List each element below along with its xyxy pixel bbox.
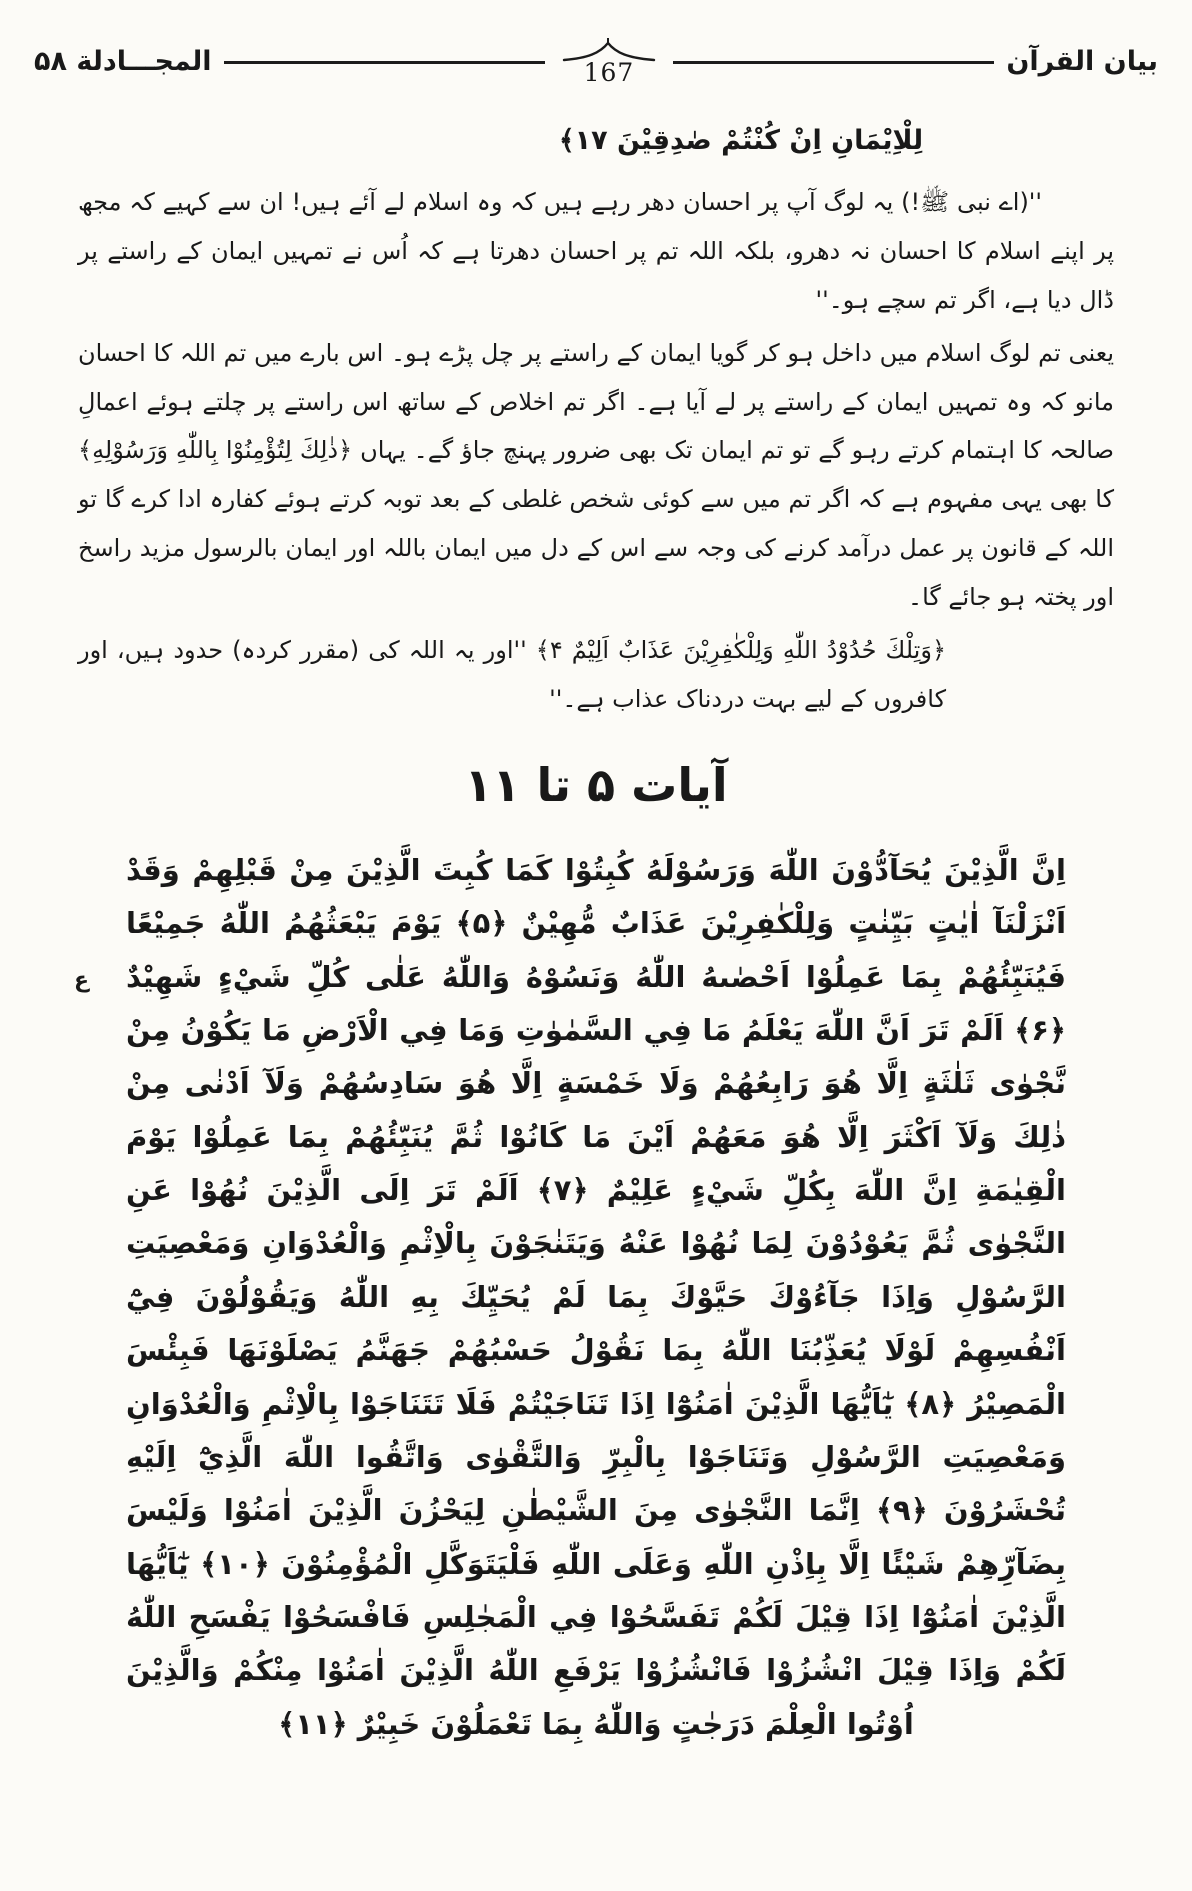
ruku-marker: ع [74,967,90,993]
header-rule-left [224,61,545,64]
page-number: 167 [583,58,635,87]
quran-passage: اِنَّ الَّذِيْنَ يُحَآدُّوْنَ اللّٰهَ وَرَسُوْلَهُ كُبِتُوْا كَمَا كُبِتَ الَّذِيْنَ مِنْ قَبْلِهِمْ وَقَدْ اَنْزَلْنَآ اٰيٰتٍ بَيِّنٰتٍ وَلِلْكٰفِرِيْنَ عَذَابٌ مُّهِيْنٌ ﴿۵﴾ يَوْمَ يَبْعَثُهُمُ اللّٰهُ جَمِيْعًا فَيُنَبِّئُهُمْ بِمَا عَمِلُوْا اَحْصٰىهُ اللّٰهُ وَنَسُوْهُ وَاللّٰهُ عَلٰى كُلِّ شَيْءٍ شَهِيْدٌ ﴿۶﴾ اَلَمْ تَرَ اَنَّ اللّٰهَ يَعْلَمُ مَا فِي السَّمٰوٰتِ وَمَا فِي الْاَرْضِ مَا يَكُوْنُ مِنْ نَّجْوٰى ثَلٰثَةٍ اِلَّا هُوَ رَابِعُهُمْ وَلَا خَمْسَةٍ اِلَّا هُوَ سَادِسُهُمْ وَلَآ اَدْنٰى مِنْ ذٰلِكَ وَلَآ اَكْثَرَ اِلَّا هُوَ مَعَهُمْ اَيْنَ مَا كَانُوْا ثُمَّ يُنَبِّئُهُمْ بِمَا عَمِلُوْا يَوْمَ الْقِيٰمَةِ اِنَّ اللّٰهَ بِكُلِّ شَيْءٍ عَلِيْمٌ ﴿۷﴾ اَلَمْ تَرَ اِلَى الَّذِيْنَ نُهُوْا عَنِ النَّجْوٰى ثُمَّ يَعُوْدُوْنَ لِمَا نُهُوْا عَنْهُ وَيَتَنٰجَوْنَ بِالْاِثْمِ وَالْعُدْوَانِ وَمَعْصِيَتِ الرَّسُوْلِ وَاِذَا جَآءُوْكَ حَيَّوْكَ بِمَا لَمْ يُحَيِّكَ بِهِ اللّٰهُ وَيَقُوْلُوْنَ فِيْٓ اَنْفُسِهِمْ لَوْلَا يُعَذِّبُنَا اللّٰهُ بِمَا نَقُوْلُ حَسْبُهُمْ جَهَنَّمُ يَصْلَوْنَهَا فَبِئْسَ الْمَصِيْرُ ﴿۸﴾ يٰٓاَيُّهَا الَّذِيْنَ اٰمَنُوْٓا اِذَا تَنَاجَيْتُمْ فَلَا تَتَنَاجَوْا بِالْاِثْمِ وَالْعُدْوَانِ وَمَعْصِيَتِ الرَّسُوْلِ وَتَنَاجَوْا بِالْبِرِّ وَالتَّقْوٰى وَاتَّقُوا اللّٰهَ الَّذِيْٓ اِلَيْهِ تُحْشَرُوْنَ ﴿۹﴾ اِنَّمَا النَّجْوٰى مِنَ الشَّيْطٰنِ لِيَحْزُنَ الَّذِيْنَ اٰمَنُوْا وَلَيْسَ بِضَآرِّهِمْ شَيْئًا اِلَّا بِاِذْنِ اللّٰهِ وَعَلَى اللّٰهِ فَلْيَتَوَكَّلِ الْمُؤْمِنُوْنَ ﴿۱۰﴾ يٰٓاَيُّهَا الَّذِيْنَ اٰمَنُوْٓا اِذَا قِيْلَ لَكُمْ تَفَسَّحُوْا فِي الْمَجٰلِسِ فَافْسَحُوْا يَفْسَحِ اللّٰهُ لَكُمْ وَاِذَا قِيْلَ انْشُزُوْا فَانْشُزُوْا يَرْفَعِ اللّٰهُ الَّذِيْنَ اٰمَنُوْا مِنْكُمْ وَالَّذِيْنَ اُوْتُوا الْعِلْمَ دَرَجٰتٍ وَاللّٰهُ بِمَا تَعْمَلُوْنَ خَبِيْرٌ ﴿۱۱﴾ [126,852,1067,1741]
commentary-paragraph: یعنی تم لوگ اسلام میں داخل ہو کر گویا ایمان کے راستے پر چل پڑے ہو۔ اس بارے میں تم اللہ کا احسان مانو کہ وہ تمہیں ایمان کے راستے پر لے آیا ہے۔ اگر تم اخلاص کے ساتھ اس راستے پر چلتے ہوئے اعمالِ صالحہ کا اہتمام کرتے رہو گے تو تم ایمان تک بھی ضرور پہنچ جاؤ گے۔ یہاں ﴿ذٰلِكَ لِتُؤْمِنُوْا بِاللّٰهِ وَرَسُوْلِهِ﴾ کا بھی یہی مفہوم ہے کہ اگر تم میں سے کوئی شخص غلطی کے بعد توبہ کرتے ہوئے کفارہ ادا کرے گا تو اللہ کے قانون پر عمل درآمد کرنے کی وجہ سے اس کے دل میں ایمان باللہ اور ایمان بالرسول مزید راسخ اور پختہ ہو جائے گا۔ [78,338,1114,612]
surah-title: المجـــادلة ۵۸ [34,46,212,78]
page-number-cartouche [557,38,661,87]
verse-quote: ﴿وَتِلْكَ حُدُوْدُ اللّٰهِ وَلِلْكٰفِرِيْنَ عَذَابٌ اَلِيْمٌ ۴﴾ ''اور یہ اللہ کی (مقرر کردہ) حدود ہیں، اور کافروں کے لیے بہت دردناک عذاب ہے۔'' [78,636,947,714]
page-header [0,0,1192,87]
page-content [0,87,1192,1752]
header-rule-right [673,61,994,64]
verse-fragment: لِلْاِيْمَانِ اِنْ كُنْتُمْ صٰدِقِيْنَ ۱۷﴾ [558,124,924,156]
verse-translation: ''(اے نبی ﷺ!) یہ لوگ آپ پر احسان دھر رہے ہیں کہ وہ اسلام لے آئے ہیں! ان سے کہیے کہ مجھ پر اپنے اسلام کا احسان نہ دھرو، بلکہ اللہ تم پر احسان دھرتا ہے کہ اُس نے تمہیں ایمان کے راستے پر ڈال دیا ہے، اگر تم سچے ہو۔'' [78,187,1114,314]
section-heading: آیات ۵ تا ۱۱ [464,758,728,813]
quran-passage-wrap [74,840,1114,1751]
book-title: بیان القرآن [1006,46,1158,78]
